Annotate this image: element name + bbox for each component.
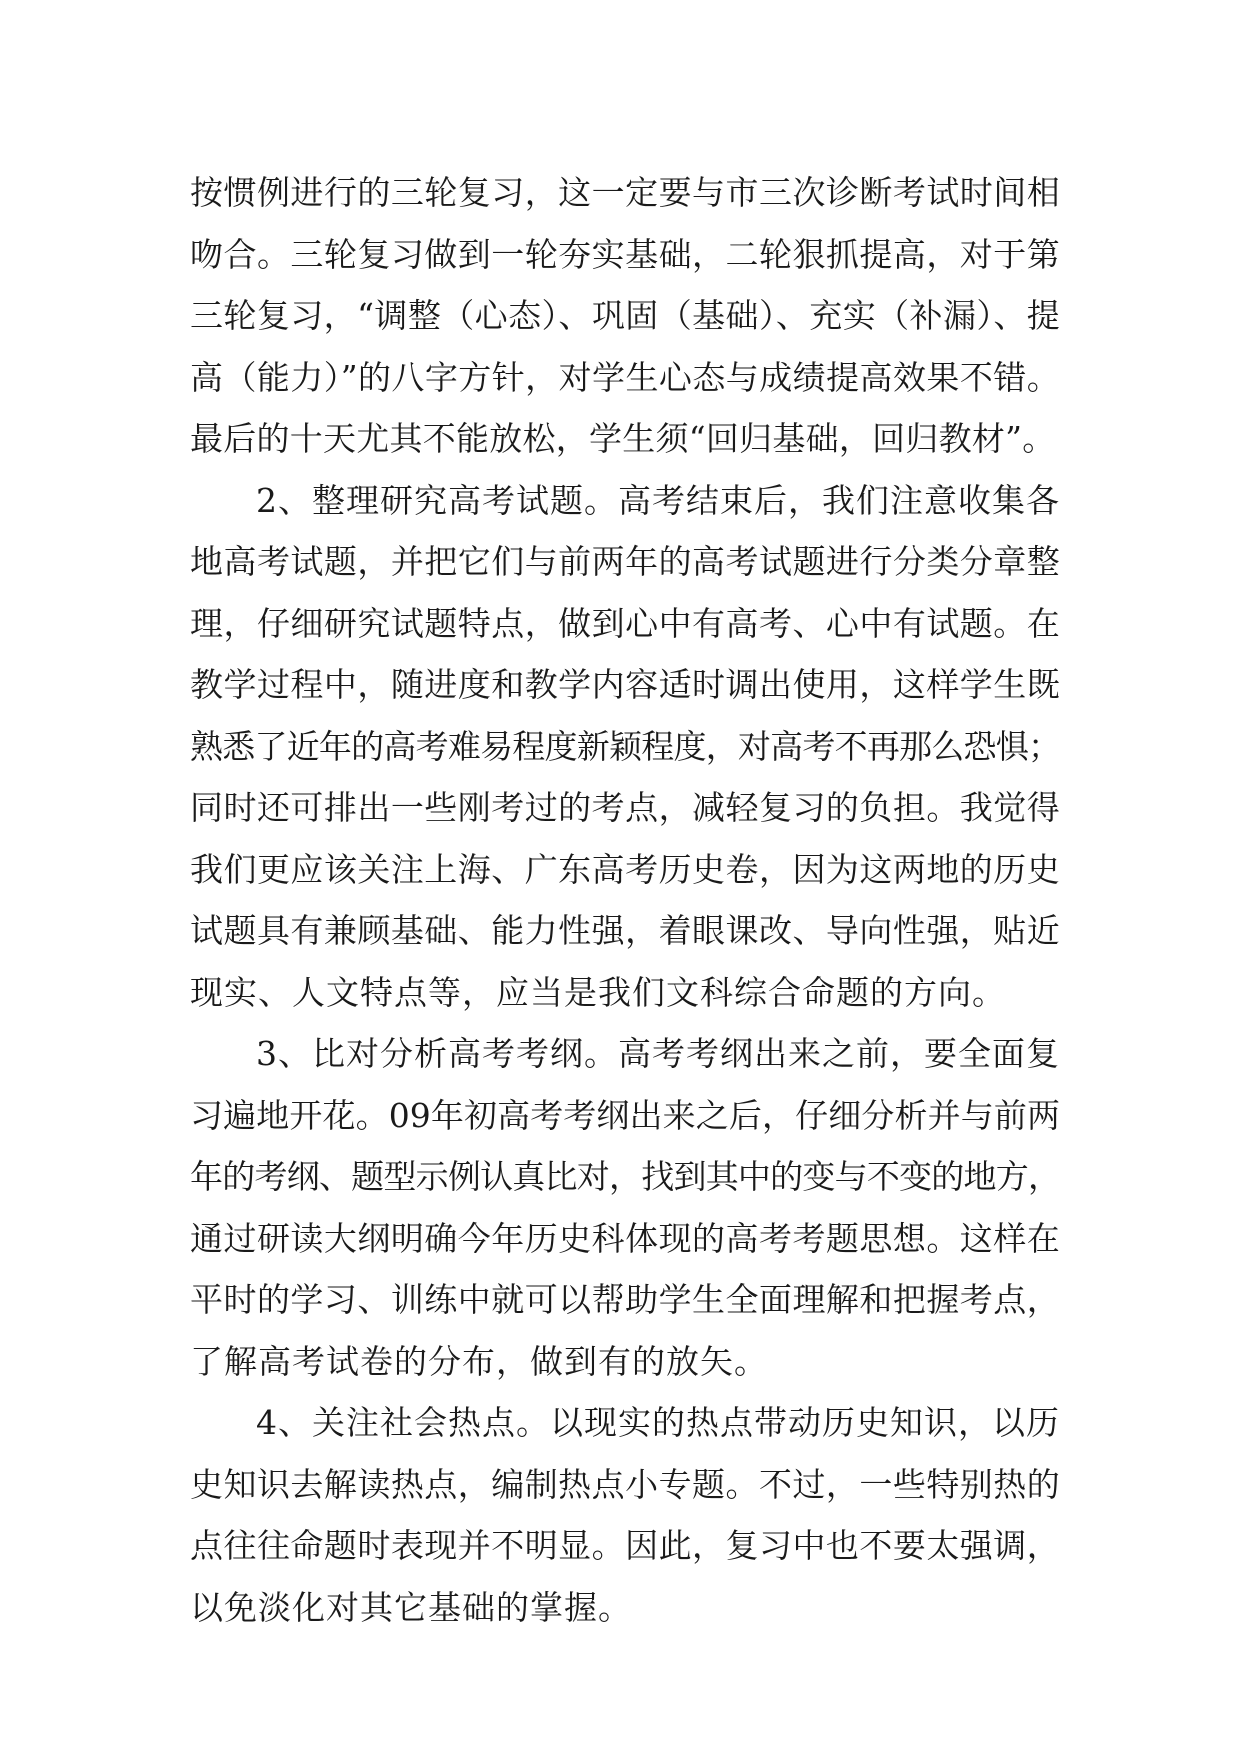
text-line: 习遍地开花。09年初高考考纲出来之后，仔细分析并与前两 [190,1095,1060,1135]
text-line: 了解高考试卷的分布，做到有的放矢。 [190,1341,768,1381]
text-line: 试题具有兼顾基础、能力性强，着眼课改、导向性强，贴近 [190,911,1060,950]
text-line: 熟悉了近年的高考难易程度新颖程度，对高考不再那么恐惧； [190,726,1060,766]
text-line: 最后的十天尤其不能放松，学生须“回归基础，回归教材”。 [190,419,1056,458]
text-line: 教学过程中，随进度和教学内容适时调出使用，这样学生既 [190,665,1060,704]
text-line: 现实、人文特点等，应当是我们文科综合命题的方向。 [190,972,1006,1012]
text-line: 以免淡化对其它基础的掌握。 [190,1587,632,1627]
text-line: 年的考纲、题型示例认真比对，找到其中的变与不变的地方， [190,1157,1060,1196]
paragraph-study-exam-questions [190,470,1060,1024]
text-line: 4、关注社会热点。以现实的热点带动历史知识，以历 [256,1403,1060,1442]
text-line: 三轮复习，“调整（心态）、巩固（基础）、充实（补漏）、提 [190,296,1060,335]
text-line: 史知识去解读热点，编制热点小专题。不过，一些特别热的 [190,1464,1060,1504]
paragraph-compare-exam-outline [190,1023,1060,1392]
text-line: 平时的学习、训练中就可以帮助学生全面理解和把握考点， [190,1280,1060,1319]
text-line: 按惯例进行的三轮复习，这一定要与市三次诊断考试时间相 [190,173,1060,212]
paragraph-review-rounds [190,162,1060,470]
text-line: 我们更应该关注上海、广东高考历史卷，因为这两地的历史 [190,849,1060,889]
text-line: 高（能力）”的八字方针，对学生心态与成绩提高效果不错。 [190,357,1060,397]
paragraph-social-hotspots [190,1392,1060,1638]
text-line: 地高考试题，并把它们与前两年的高考试题进行分类分章整 [190,542,1060,581]
document-body [190,162,1060,1638]
text-line: 吻合。三轮复习做到一轮夯实基础，二轮狠抓提高，对于第 [190,234,1060,274]
text-line: 通过研读大纲明确今年历史科体现的高考考题思想。这样在 [190,1218,1060,1258]
text-line: 3、比对分析高考考纲。高考考纲出来之前，要全面复 [256,1034,1060,1073]
text-line: 同时还可排出一些刚考过的考点，减轻复习的负担。我觉得 [190,788,1060,827]
text-line: 点往往命题时表现并不明显。因此，复习中也不要太强调， [190,1526,1060,1565]
text-line: 2、整理研究高考试题。高考结束后，我们注意收集各 [256,480,1060,520]
text-line: 理，仔细研究试题特点，做到心中有高考、心中有试题。在 [190,603,1060,643]
